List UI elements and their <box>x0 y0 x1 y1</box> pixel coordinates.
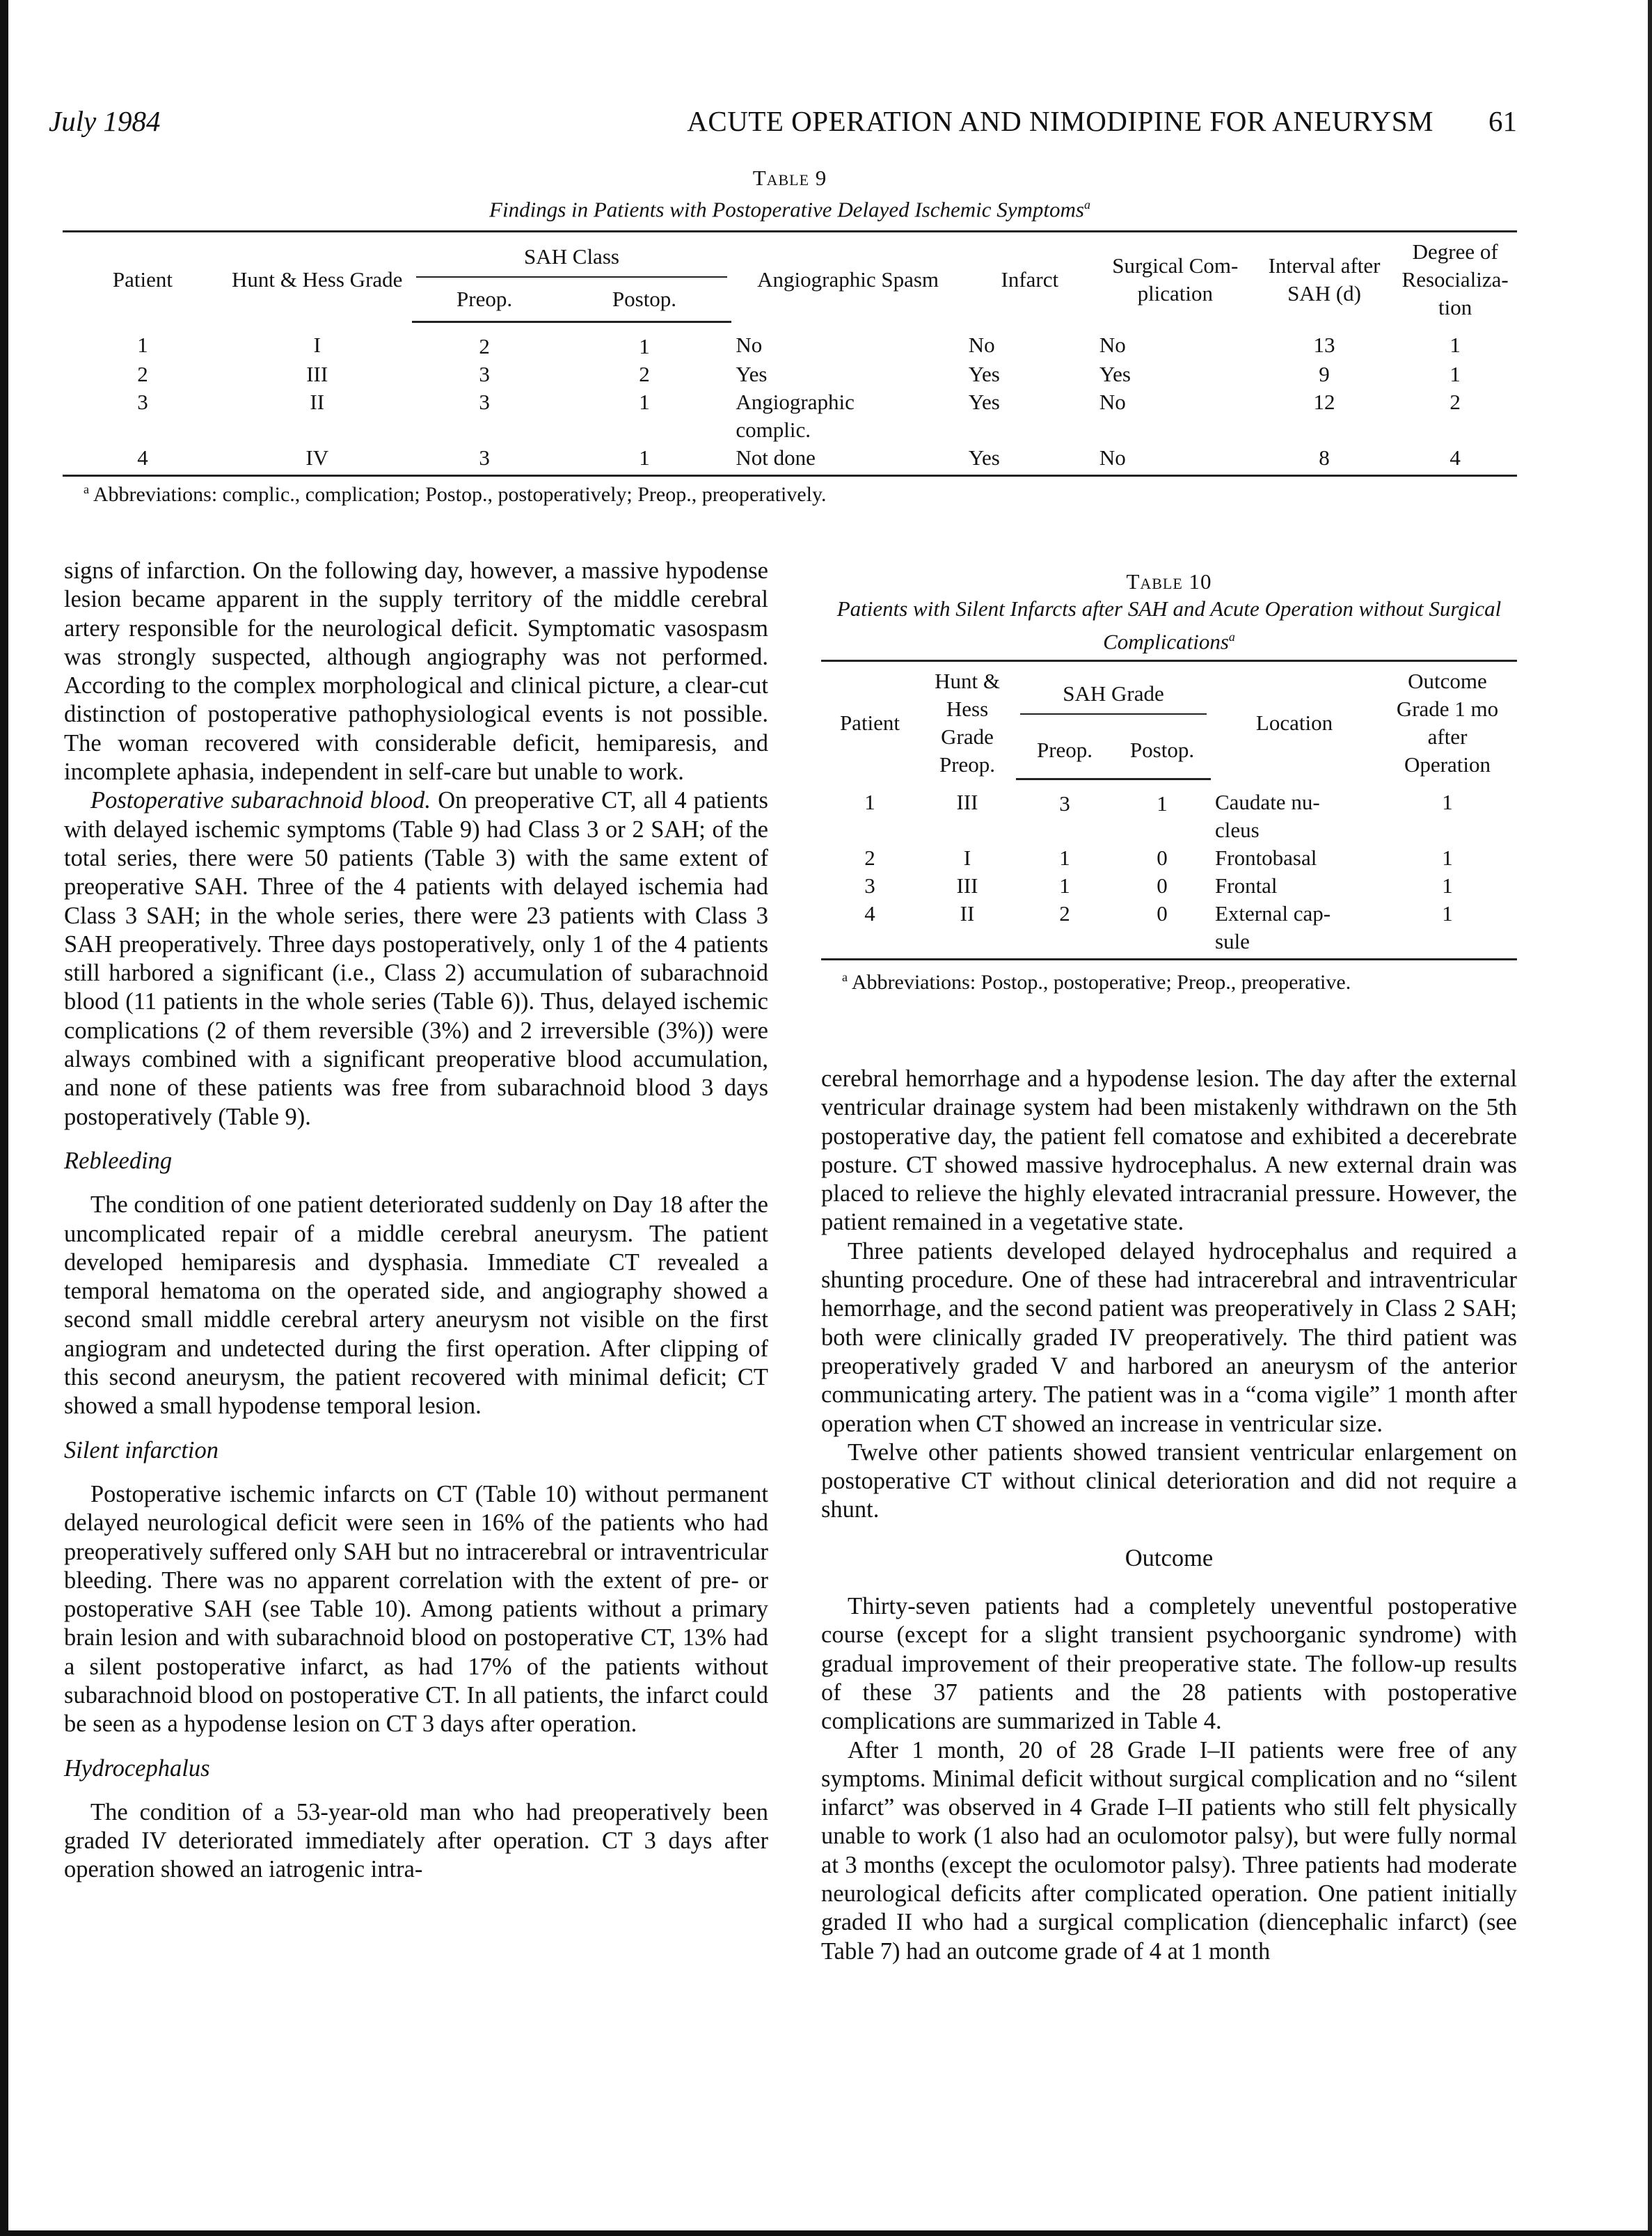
paragraph: Thirty-seven patients had a completely uneventful postoperative course (except for a slight transient psychoorganic syndrome) with gradual improvement of their preoperative state. The follow-up results of these 37 patients and the 28 patients with postoperative complications are summarized in Table 4. <box>821 1593 1517 1735</box>
issue-date: July 1984 <box>49 105 161 137</box>
section-heading-outcome: Outcome <box>1125 1544 1214 1571</box>
right-column <box>821 1065 1517 1966</box>
col-header-patient: Patient <box>63 232 223 322</box>
col-group-sah-grade: SAH Grade <box>1016 661 1211 727</box>
col-header-postop: Postop. <box>1113 727 1211 779</box>
table-row: 1 I 2 1 No No No 13 1 <box>137 333 1461 358</box>
col-header-hunt-hess-grade: Hunt & Hess Grade <box>223 232 412 322</box>
col-header-resocialization: Degree of Resocializa-tion <box>1393 232 1517 322</box>
table-10-caption: Patients with Silent Infarcts after SAH and Acute Operation without Surgical Complications$^a$ <box>836 596 1502 654</box>
table-10-label: Table 10 <box>1126 569 1212 594</box>
paragraph: Twelve other patients showed transient ventricular enlargement on postoperative CT without clinical deterioration and did not require a shunt. <box>821 1438 1517 1523</box>
table-10-grid <box>821 660 1517 960</box>
col-header-outcome-grade: Outcome Grade 1 mo after Operation <box>1378 661 1517 779</box>
col-header-hunt-hess-grade-preop: Hunt & Hess Grade Preop. <box>919 661 1016 779</box>
table-9 <box>63 166 1517 507</box>
journal-running-title: ACUTE OPERATION AND NIMODIPINE FOR ANEURYSM <box>687 105 1433 137</box>
subheading-silent-infarction: Silent infarction <box>64 1436 219 1464</box>
paragraph: Postoperative subarachnoid blood. On preoperative CT, all 4 patients with delayed ischemic symptoms (Table 9) had Class 3 or 2 SAH; of the total series, there were 50 patients (Table 3) with the same extent of preoperative SAH. Three of the 4 patients with delayed ischemia had Class 3 SAH; in the whole series, there were 23 patients with Class 3 SAH preoperatively. Three days postoperatively, only 1 of the 4 patients still harbored a significant (i.e., Class 2) accumulation of subarachnoid blood (11 patients in the whole series (Table 6)). Thus, delayed ischemic complications (2 of them reversible (3%) and 2 irreversible (3%)) were always combined with a significant preoperative blood accumulation, and none of these patients was free from subarachnoid blood 3 days postoperatively (Table 9). <box>64 787 768 1130</box>
paragraph: Three patients developed delayed hydrocephalus and required a shunting procedure. One of these had intracerebral and intraventricular hemorrhage, and the second patient was preoperatively in Class 2 SAH; both were clinically graded IV preoperatively. The third patient was preoperatively graded V and harbored an aneurysm of the anterior communicating artery. The patient was in a “coma vigile” 1 month after operation when CT showed an increase in ventricular size. <box>821 1237 1517 1437</box>
col-header-infarct: Infarct <box>964 232 1095 322</box>
scan-edge-right <box>1648 0 1652 2236</box>
subheading-hydrocephalus: Hydrocephalus <box>64 1754 210 1782</box>
col-header-angiographic-spasm: Angiographic Spasm <box>731 232 964 322</box>
runin-heading: Postoperative subarachnoid blood. <box>90 787 431 814</box>
col-header-preop: Preop. <box>412 282 557 322</box>
table-9-caption: Findings in Patients with Postoperative Delayed Ischemic Symptoms$^a$ <box>489 197 1090 222</box>
table-9-footnote: $^a$ Abbreviations: complic., complication; Postop., postoperatively; Preop., preoperatively. <box>84 482 827 506</box>
table-9-label: Table 9 <box>752 166 827 190</box>
table-row: 3 II 3 1 Angiographic complic. Yes No 12 2 <box>137 389 1461 442</box>
subheading-rebleeding: Rebleeding <box>64 1147 173 1174</box>
scan-edge-left <box>0 0 8 2236</box>
table-row: 2 I 1 0 Frontobasal 1 <box>864 846 1453 871</box>
table-row: 3 III 1 0 Frontal 1 <box>864 873 1453 898</box>
col-header-patient: Patient <box>821 661 919 779</box>
table-row: 4 II 2 0 External cap-sule 1 <box>821 900 1517 960</box>
col-group-sah-class: SAH Class <box>412 232 732 282</box>
scan-edge-bottom <box>0 2230 1652 2236</box>
table-9-grid <box>63 230 1517 477</box>
paragraph: After 1 month, 20 of 28 Grade I–II patients were free of any symptoms. Minimal deficit without surgical complication and no “silent infarct” was observed in 4 Grade I–II patients who still felt physically unable to work (1 also had an oculomotor palsy), but were fully normal at 3 months (except the oculomotor palsy). Three patients had moderate neurological deficits after complicated operation. One patient initially graded II who had a surgical complication (diencephalic infarct) (see Table 7) had an outcome grade of 4 at 1 month <box>821 1736 1517 1965</box>
paragraph: Postoperative ischemic infarcts on CT (Table 10) without permanent delayed neurological deficit were seen in 16% of the patients who had preoperatively suffered only SAH but no intracerebral or intraventricular bleeding. There was no apparent correlation with the extent of pre- or postoperative SAH (see Table 10). Among patients without a primary brain lesion and with subarachnoid blood on postoperative CT, 13% had a silent postoperative infarct, as had 17% of the patients without subarachnoid blood on postoperative CT. In all patients, the infarct could be seen as a hypodense lesion on CT 3 days after operation. <box>64 1480 768 1738</box>
page-number: 61 <box>1488 105 1517 137</box>
table-10 <box>821 569 1517 994</box>
table-row: 4 IV 3 1 Not done Yes No 8 4 <box>63 444 1517 476</box>
table-row: 1 III 3 1 Caudate nu-cleus 1 <box>864 790 1453 843</box>
table-10-footnote: $^a$ Abbreviations: Postop., postoperative; Preop., preoperative. <box>842 970 1351 994</box>
col-header-surgical-complication: Surgical Com-plication <box>1095 232 1255 322</box>
paragraph: cerebral hemorrhage and a hypodense lesion. The day after the external ventricular drainage system had been mistakenly withdrawn on the 5th postoperative day, the patient fell comatose and exhibited a decerebrate posture. CT showed massive hydrocephalus. A new external drain was placed to relieve the highly elevated intracranial pressure. However, the patient remained in a vegetative state. <box>821 1065 1517 1236</box>
paragraph: The condition of a 53-year-old man who had preoperatively been graded IV deteriorated immediately after operation. CT 3 days after operation showed an iatrogenic intra- <box>64 1798 768 1883</box>
col-header-location: Location <box>1211 661 1378 779</box>
running-head <box>49 104 1517 146</box>
paragraph: The condition of one patient deteriorated suddenly on Day 18 after the uncomplicated repair of a middle cerebral aneurysm. The patient developed hemiparesis and dysphasia. Immediate CT revealed a temporal hematoma on the operated side, and angiography showed a second small middle cerebral artery aneurysm not visible on the first angiogram and undetected during the first operation. After clipping of this second aneurysm, the patient recovered with minimal deficit; CT showed a small hypodense temporal lesion. <box>64 1191 768 1420</box>
table-row: 2 III 3 2 Yes Yes Yes 9 1 <box>137 361 1461 386</box>
left-column <box>64 557 768 1885</box>
col-header-preop: Preop. <box>1016 727 1113 779</box>
paragraph: signs of infarction. On the following day, however, a massive hypodense lesion became apparent in the supply territory of the middle cerebral artery responsible for the neurological deficit. Symptomatic vasospasm was strongly suspected, although angiography was not performed. According to the complex morphological and clinical picture, a clear-cut distinction of postoperative pathophysiological events is not possible. The woman recovered with considerable deficit, hemiparesis, and incomplete aphasia, independent in self-care but unable to work. <box>64 557 768 786</box>
col-header-interval: Interval after SAH (d) <box>1255 232 1394 322</box>
col-header-postop: Postop. <box>557 282 732 322</box>
